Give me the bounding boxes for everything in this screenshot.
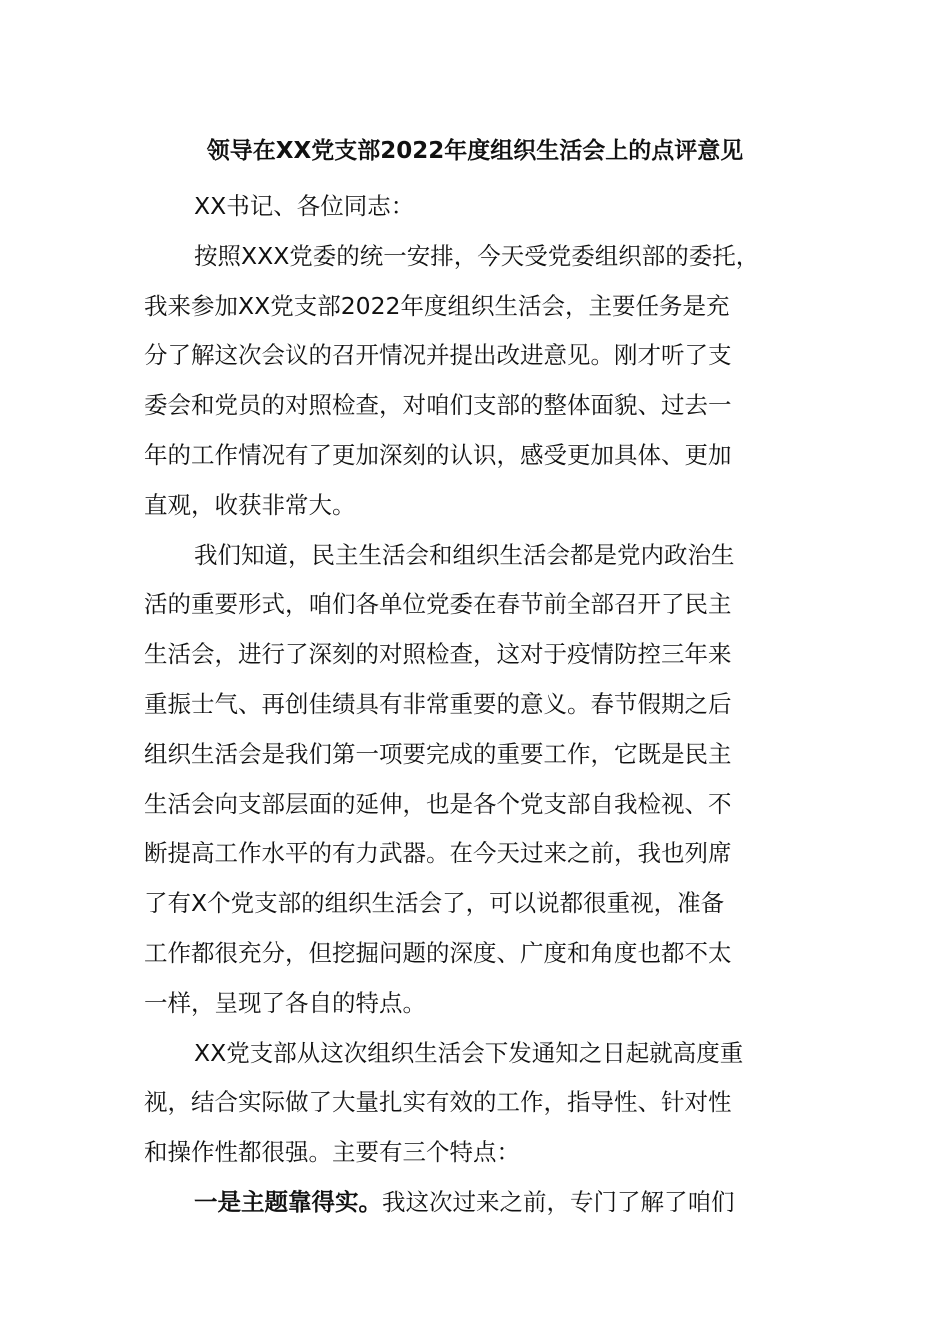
salutation-paragraph — [144, 182, 806, 232]
paragraph-line: 委会和党员的对照检查，对咱们支部的整体面貌、过去一 — [144, 391, 732, 420]
paragraph-line: 和操作性都很强。主要有三个特点： — [144, 1138, 520, 1167]
paragraph-line: 我们知道，民主生活会和组织生活会都是党内政治生 — [194, 540, 735, 569]
paragraph-line: 生活会向支部层面的延伸，也是各个党支部自我检视、不 — [144, 789, 732, 818]
paragraph-line: 重振士气、再创佳绩具有非常重要的意义。春节假期之后 — [144, 689, 732, 718]
paragraph-2 — [144, 531, 806, 1029]
paragraph-text: 我这次过来之前，专门了解了咱们 — [382, 1187, 735, 1216]
paragraph-line: 组织生活会是我们第一项要完成的重要工作，它既是民主 — [144, 739, 732, 768]
paragraph-line: 直观，收获非常大。 — [144, 490, 356, 519]
paragraph-line: XX党支部从这次组织生活会下发通知之日起就高度重 — [194, 1038, 744, 1067]
bold-lead-text: 一是主题靠得实。 — [194, 1187, 382, 1216]
paragraph-line: 工作都很充分，但挖掘问题的深度、广度和角度也都不太 — [144, 938, 732, 967]
paragraph-line: 按照XXX党委的统一安排，今天受党委组织部的委托， — [194, 241, 760, 270]
document-body — [144, 182, 806, 1228]
paragraph-line: 我来参加XX党支部2022年度组织生活会，主要任务是充 — [144, 291, 730, 320]
salutation: XX书记、各位同志： — [194, 192, 415, 220]
paragraph-line: 分了解这次会议的召开情况并提出改进意见。刚才听了支 — [144, 341, 732, 370]
paragraph-line: 活的重要形式，咱们各单位党委在春节前全部召开了民主 — [144, 590, 732, 619]
paragraph-line: 生活会，进行了深刻的对照检查，这对于疫情防控三年来 — [144, 640, 732, 669]
paragraph-line: 视，结合实际做了大量扎实有效的工作，指导性、针对性 — [144, 1088, 732, 1117]
paragraph-line: 断提高工作水平的有力武器。在今天过来之前，我也列席 — [144, 839, 732, 868]
paragraph-4 — [144, 1178, 806, 1228]
paragraph-line: 了有X个党支部的组织生活会了，可以说都很重视，准备 — [144, 889, 725, 918]
paragraph-3 — [144, 1029, 806, 1178]
document-title: 领导在XX党支部2022年度组织生活会上的点评意见 — [206, 138, 744, 164]
paragraph-line: 一样，呈现了各自的特点。 — [144, 988, 426, 1017]
paragraph-line — [144, 1178, 806, 1228]
paragraph-line: 年的工作情况有了更加深刻的认识，感受更加具体、更加 — [144, 440, 732, 469]
paragraph-1 — [144, 232, 806, 531]
